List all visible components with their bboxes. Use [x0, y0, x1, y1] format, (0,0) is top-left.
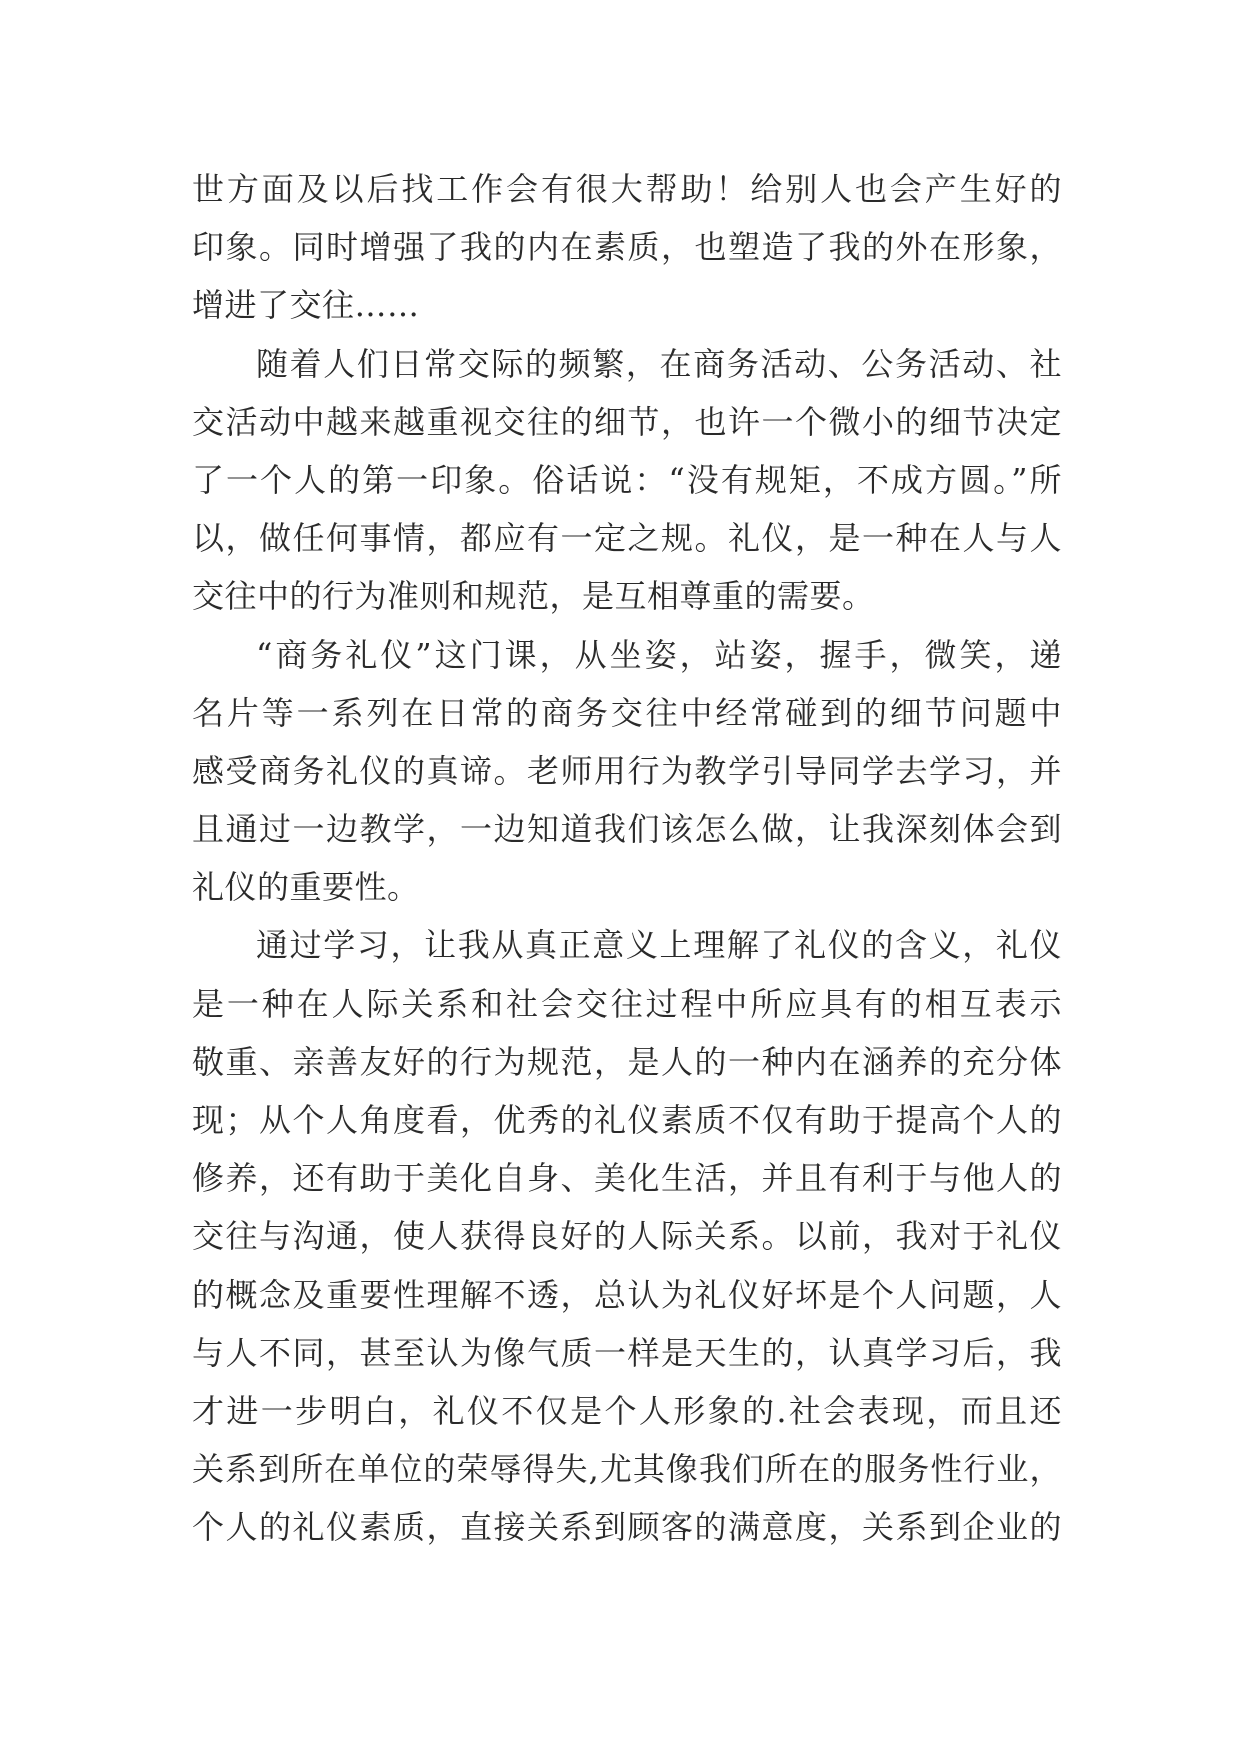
text-line: 以，做任何事情，都应有一定之规。礼仪，是一种在人与人 [192, 519, 1062, 558]
paragraph-first-line: 通过学习，让我从真正意义上理解了礼仪的含义，礼仪 [256, 926, 1062, 965]
text-line: 才进一步明白，礼仪不仅是个人形象的.社会表现，而且还 [192, 1391, 1062, 1430]
text-line: 名片等一系列在日常的商务交往中经常碰到的细节问题中 [192, 693, 1062, 732]
body-text [192, 160, 1062, 1557]
paragraph-first-line: “商务礼仪”这门课，从坐姿，站姿，握手，微笑，递 [256, 635, 1062, 674]
text-line: 世方面及以后找工作会有很大帮助！给别人也会产生好的 [192, 170, 1062, 208]
text-line: 的概念及重要性理解不透，总认为礼仪好坏是个人问题，人 [192, 1275, 1062, 1314]
text-line: 了一个人的第一印象。俗话说：“没有规矩，不成方圆。”所 [192, 460, 1062, 499]
text-line: 礼仪的重要性。 [192, 868, 420, 907]
text-line: 交往中的行为准则和规范，是互相尊重的需要。 [192, 577, 875, 616]
text-line: 交活动中越来越重视交往的细节，也许一个微小的细节决定 [192, 402, 1062, 441]
text-line: 关系到所在单位的荣辱得失,尤其像我们所在的服务性行业， [192, 1450, 1062, 1489]
text-line: 修养，还有助于美化自身、美化生活，并且有利于与他人的 [192, 1159, 1062, 1198]
paragraph-first-line: 随着人们日常交际的频繁，在商务活动、公务活动、社 [256, 344, 1062, 383]
text-line: 且通过一边教学，一边知道我们该怎么做，让我深刻体会到 [192, 810, 1062, 849]
text-line: 现；从个人角度看，优秀的礼仪素质不仅有助于提高个人的 [192, 1101, 1062, 1139]
text-line: 是一种在人际关系和社会交往过程中所应具有的相互表示 [192, 984, 1062, 1023]
text-line: 敬重、亲善友好的行为规范，是人的一种内在涵养的充分体 [192, 1042, 1062, 1081]
text-line: 个人的礼仪素质，直接关系到顾客的满意度，关系到企业的 [192, 1508, 1062, 1547]
text-line: 印象。同时增强了我的内在素质，也塑造了我的外在形象， [192, 228, 1062, 267]
text-line: 感受商务礼仪的真谛。老师用行为教学引导同学去学习，并 [192, 751, 1062, 790]
text-line: 与人不同，甚至认为像气质一样是天生的，认真学习后，我 [192, 1333, 1062, 1372]
text-line: 交往与沟通，使人获得良好的人际关系。以前，我对于礼仪 [192, 1217, 1062, 1256]
text-line: 增进了交往…… [192, 286, 420, 325]
